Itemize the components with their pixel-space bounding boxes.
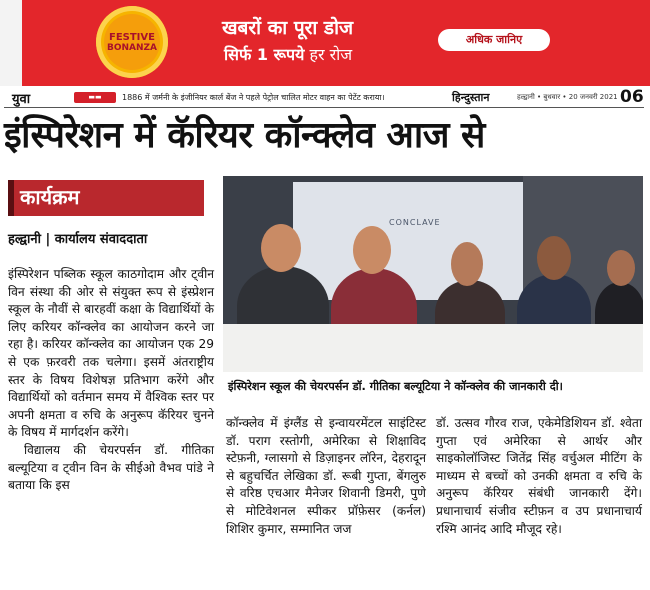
- learn-more-button[interactable]: अधिक जानिए: [438, 29, 550, 51]
- ad-left-strip: [0, 0, 22, 86]
- news-ticker: 1886 में जर्मनी के इंजीनियर कार्ल बेंज ने पहले पेट्रोल चालित मोटर वाहन का पेटेंट कराया।: [122, 93, 385, 102]
- article-headline: इंस्पिरेशन में कॅरियर कॉन्क्लेव आज से: [4, 115, 485, 156]
- person-3-head: [451, 242, 483, 286]
- badge-line2: BONANZA: [106, 42, 158, 53]
- person-4-head: [537, 236, 571, 280]
- advertisement-banner[interactable]: [0, 0, 650, 86]
- paragraph: डॉ. उत्सव गौरव राज, एकेमेडिशियन डॉ. श्वेता गुप्ता एवं अमेरिका से आर्थर और साइकोलॉजिस्ट जितेंद्र सिंह वर्चुअल मीटिंग के माध्यम से बच्चों को उनकी क्षमता व रुचि के अनुरूप कॅरियर संबंधी जानकारी देंगे। प्रधानाचार्य संजीव स्टीफ़न व उप प्रधानाचार्य रश्मि आनंद आदि मौजूद रहे।: [436, 416, 642, 536]
- screen-title: CONCLAVE: [389, 218, 441, 227]
- article-photo: [223, 176, 643, 372]
- ad-headline: खबरों का पूरा डोज: [222, 17, 354, 39]
- stage-table: [223, 324, 643, 372]
- badge-inner: [104, 14, 160, 70]
- ad-offer-rest: हर रोज: [304, 45, 353, 64]
- newspaper-name: हिन्दुस्तान: [452, 91, 490, 104]
- ad-offer-price: सिर्फ 1 रूपये: [224, 45, 305, 64]
- article-column-3: [436, 415, 642, 538]
- section-label-text: कार्यक्रम: [20, 185, 80, 209]
- section-label: [8, 180, 204, 216]
- byline: हल्द्वानी | कार्यालय संवाददाता: [8, 232, 148, 247]
- article-column-2: [226, 415, 426, 538]
- page-number: 06: [620, 87, 644, 107]
- person-5-head: [607, 250, 635, 286]
- photo-caption: इंस्पिरेशन स्कूल की चेयरपर्सन डॉ. गीतिका बल्यूटिया ने कॉन्क्लेव की जानकारी दी।: [228, 380, 563, 393]
- paragraph: कॉन्क्लेव में इंग्लैंड से इन्वायरमेंटल साइंटिस्ट डॉ. पराग रस्तोगी, अमेरिका से शिक्षाविद स्टेफ़नी, ग्लासगो से डिज़ाइनर लॉरेन, देहरादून से बहुचर्चित लेखिका डॉ. रूबी गुप्ता, बेंगलुरु से वरिष्ठ एचआर मैनेजर शिवानी डिमरी, पुणे से मोटिवेशनल स्पीकर प्रॉफ़ेसर (कर्नल) शिशिर कुमार, सम्मानित जज: [226, 416, 426, 536]
- ticker-badge-icon: ▬▬: [74, 92, 116, 103]
- section-label-bar: [8, 180, 14, 216]
- edition-date: हल्द्वानी • बुधवार • 20 जनवरी 2021 •: [517, 93, 624, 101]
- paragraph: विद्यालय की चेयरपर्सन डॉ. गीतिका बल्यूटिया व ट्वीन विन के सीईओ वैभव पांडे ने बताया कि इस: [8, 442, 214, 493]
- section-name: युवा: [12, 92, 31, 107]
- ad-offer: [224, 43, 352, 65]
- projector-screen: [293, 182, 523, 300]
- person-2-head: [353, 226, 391, 274]
- badge-line1: FESTIVE: [109, 31, 155, 43]
- person-1-head: [261, 224, 301, 272]
- page-header-strip: [4, 89, 644, 108]
- festive-bonanza-badge: [96, 6, 168, 78]
- article-column-1: [8, 266, 214, 495]
- paragraph: इंस्पिरेशन पब्लिक स्कूल काठगोदाम और ट्वीन विन संस्था की ओर से संयुक्त रूप से इंस्प्रेशन स्कूल के नौवीं से बारहवीं कक्षा के विद्यार्थियों के लिए करियर कॉन्क्लेव का आयोजन करने जा रहा है। करियर कॉन्क्लेव का आयोजन एक 29 से एक फ़रवरी तक चलेगा। इसमें अंतराष्ट्रीय स्तर के विषय विशेषज्ञ प्रतिभाग करेंगे और विद्यार्थियों को वर्तमान समय में वैश्विक स्तर पर अपनी क्षमता व रुचि के अनुरूप कॅरियर चुनने के विषय में मार्गदर्शन करेंगे।: [8, 267, 214, 440]
